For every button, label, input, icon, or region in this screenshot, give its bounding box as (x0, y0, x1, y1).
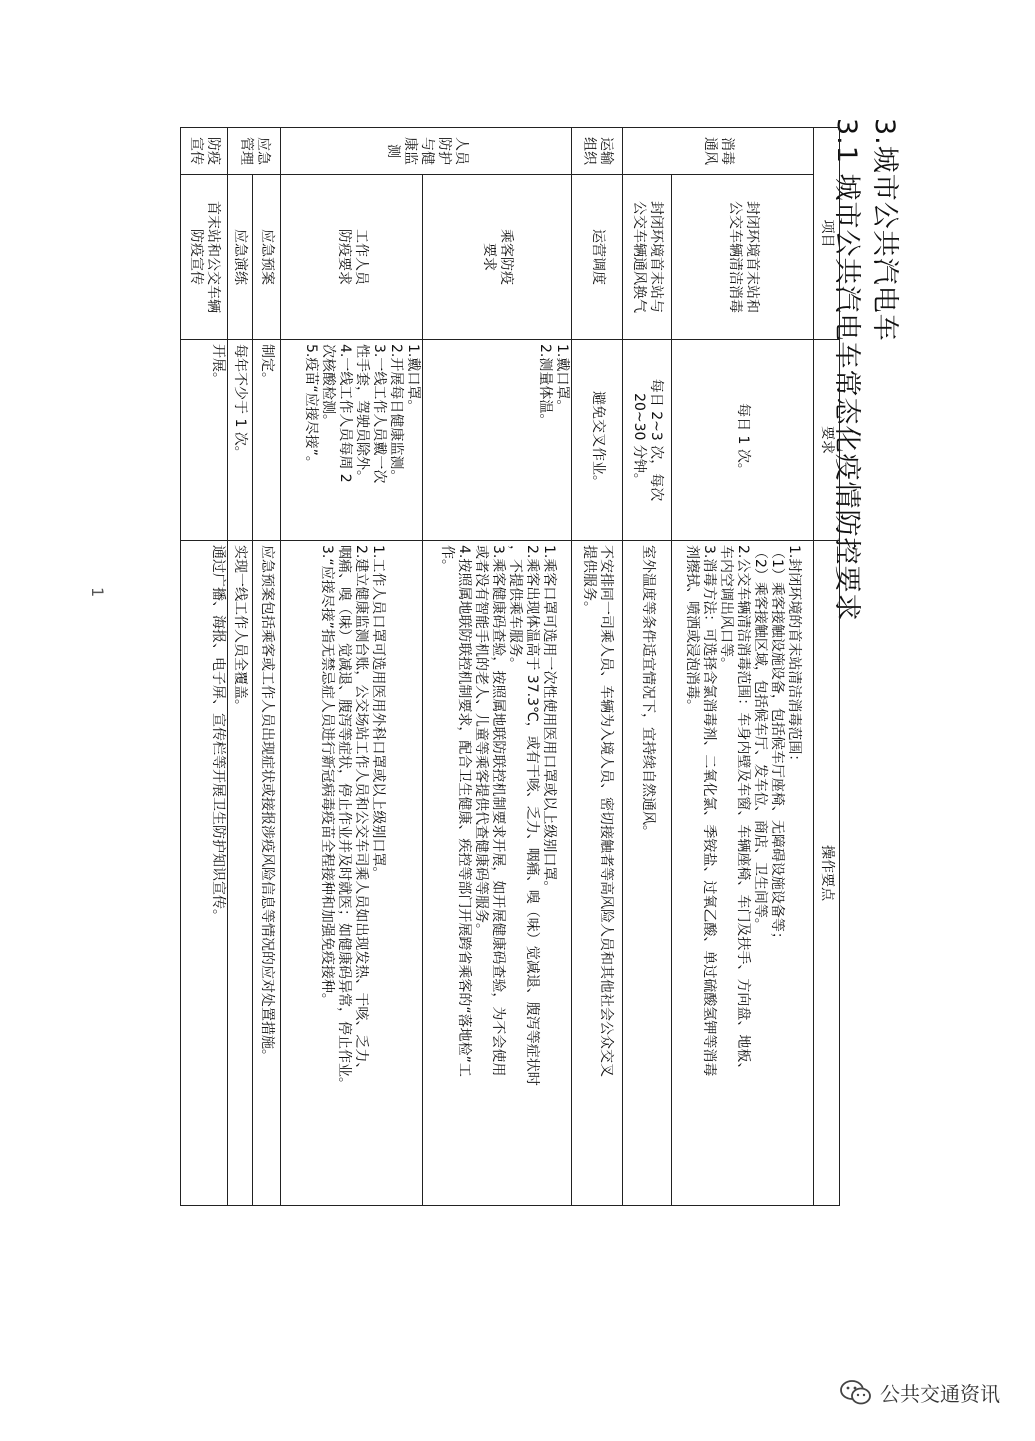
item-label: 工作人员 防疫要求 (335, 229, 369, 285)
operation-line: 通过广播、海报、电子屏、宣传栏等开展卫生防护知识宣传。 (209, 545, 226, 923)
operation-line: 提供服务。 (581, 545, 598, 615)
category-label: 运输 组织 (581, 137, 615, 165)
operation-line: 1.乘客口罩可选用一次性使用医用口罩或以上级别口罩。 (540, 545, 557, 895)
operation-line: 应急预案包括乘客或工作人员出现症状或接报涉疫风险信息等情况的应对处置措施。 (259, 545, 276, 1063)
requirement-text: 每日 1 次。 (735, 403, 752, 477)
operation-line: 3.消毒方法：可选择含氯消毒剂、二氧化氯、季铵盐、过氧乙酸、单过硫酸氢钾等消毒 (701, 545, 718, 1077)
item-label: 应急演练 (232, 229, 249, 285)
operation-line: 3.“应接尽接”指无禁忌症人员进行新冠病毒疫苗全程接种和加强免疫接种。 (318, 545, 335, 1007)
section-heading: 3.城市公共汽电车 (869, 118, 900, 342)
category-label: 消毒 通风 (702, 137, 736, 165)
subsection-heading: 3.1 城市公共汽电车常态化疫情防控要求 (831, 118, 862, 622)
operation-line: （1）乘客接触设施设备，包括候车厅座椅、无障碍设施设备等； (769, 545, 786, 946)
item-label: 乘客防疫 要求 (481, 229, 515, 285)
wechat-icon (840, 1380, 872, 1406)
operation-line: 室外温度等条件适宜情况下，宜持续自然通风。 (639, 545, 656, 839)
category-cell (227, 128, 281, 175)
item-label: 封闭环境首末站与 公交车辆通风换气 (631, 201, 665, 313)
requirement-text: 制定。 (259, 344, 276, 386)
item-label: 运营调度 (589, 229, 606, 285)
operation-line: 或者没有智能手机的老人、儿童等乘客提供代查健康码等服务。 (472, 545, 489, 937)
operation-line: 咽痛、嗅（味）觉减退、腹泻等症状，停止作业并及时就医；如健康码异常，停止作业。 (335, 545, 352, 1091)
operation-cell (181, 541, 228, 1206)
item-label: 应急预案 (259, 229, 276, 285)
operation-line: ，不提供乘车服务。 (506, 545, 523, 671)
operation-line: 3.乘客健康码查验，按照属地联防联控机制要求开展，如开展健康码查验，为不会使用 (489, 545, 506, 1077)
operation-cell (623, 541, 672, 1206)
operation-cell (423, 541, 572, 1206)
item-label: 封闭环境首末站和 公交车辆清洁消毒 (726, 201, 760, 313)
category-label: 人员 防护 与健 康监 测 (384, 137, 469, 165)
category-cell (623, 128, 814, 175)
requirement-text: 每年不少于 1 次。 (232, 344, 249, 460)
item-label: 首末站和公交车辆 防疫宣传 (187, 201, 221, 313)
requirement-text: 1.戴口罩。 2.开展每日健康监测。 3.一线工作人员戴一次 性手套，驾驶员除外。 4.一线工作人员每周 2 次核酸检测。 5.疫苗“应接尽接”。 (303, 344, 422, 484)
operation-line: 剂擦拭、喷洒或浸泡消毒。 (684, 545, 701, 713)
operation-line: 车内空调出风口等。 (718, 545, 735, 671)
requirement-text: 每日 2~3 次，每次 20~30 分钟。 (631, 378, 665, 502)
category-cell (181, 128, 228, 175)
page-number: 1 (88, 587, 107, 598)
requirement-text: 1.戴口罩。 2.测量体温。 (537, 344, 571, 428)
watermark-text: 公共交通资讯 (880, 1382, 1000, 1406)
header-item: 项目 (814, 128, 840, 340)
requirement-text: 避免交叉作业。 (589, 391, 606, 489)
category-cell (572, 128, 623, 175)
watermark (840, 1378, 1000, 1407)
operation-cell (253, 541, 281, 1206)
header-requirement: 要求 (814, 340, 840, 541)
operation-cell (672, 541, 814, 1206)
requirements-table (180, 127, 840, 1206)
operation-line: 1.工作人员口罩可选用医用外科口罩或以上级别口罩。 (369, 545, 386, 881)
operation-line: 实现一线工作人员全覆盖。 (232, 545, 249, 713)
operation-line: 2.乘客出现体温高于 37.3℃，或有干咳、乏力、咽痛、嗅（味）觉减退、腹泻等症状时 (523, 545, 540, 1086)
header-operation: 操作要点 (814, 541, 840, 1206)
requirement-text: 开展。 (209, 344, 226, 386)
operation-line: （2）乘客接触区域，包括候车厅、发车位、商店、卫生间等。 (752, 545, 769, 932)
operation-line: 1.封闭环境的首末站清洁消毒范围： (786, 545, 803, 769)
operation-line: 4.按照属地联防联控机制要求，配合卫生健康、疾控等部门开展跨省乘客的“落地检”工 (455, 545, 472, 1077)
operation-cell (572, 541, 623, 1206)
category-label: 应急 管理 (237, 137, 271, 165)
category-cell (281, 128, 572, 175)
operation-cell (281, 541, 423, 1206)
operation-line: 2.建立健康监测台账，公交场站工作人员和公交车司乘人员如出现发热、干咳、乏力、 (352, 545, 369, 1077)
operation-line: 不安排同一司乘人员、车辆为入境人员、密切接触者等高风险人员和其他社会公众交叉 (598, 545, 615, 1077)
operation-cell (227, 541, 253, 1206)
category-label: 防疫 宣传 (187, 137, 221, 165)
operation-line: 作。 (438, 545, 455, 573)
operation-line: 2.公交车辆清洁消毒范围：车身内壁及车窗、车辆座椅、车门及扶手、方向盘、地板、 (735, 545, 752, 1077)
